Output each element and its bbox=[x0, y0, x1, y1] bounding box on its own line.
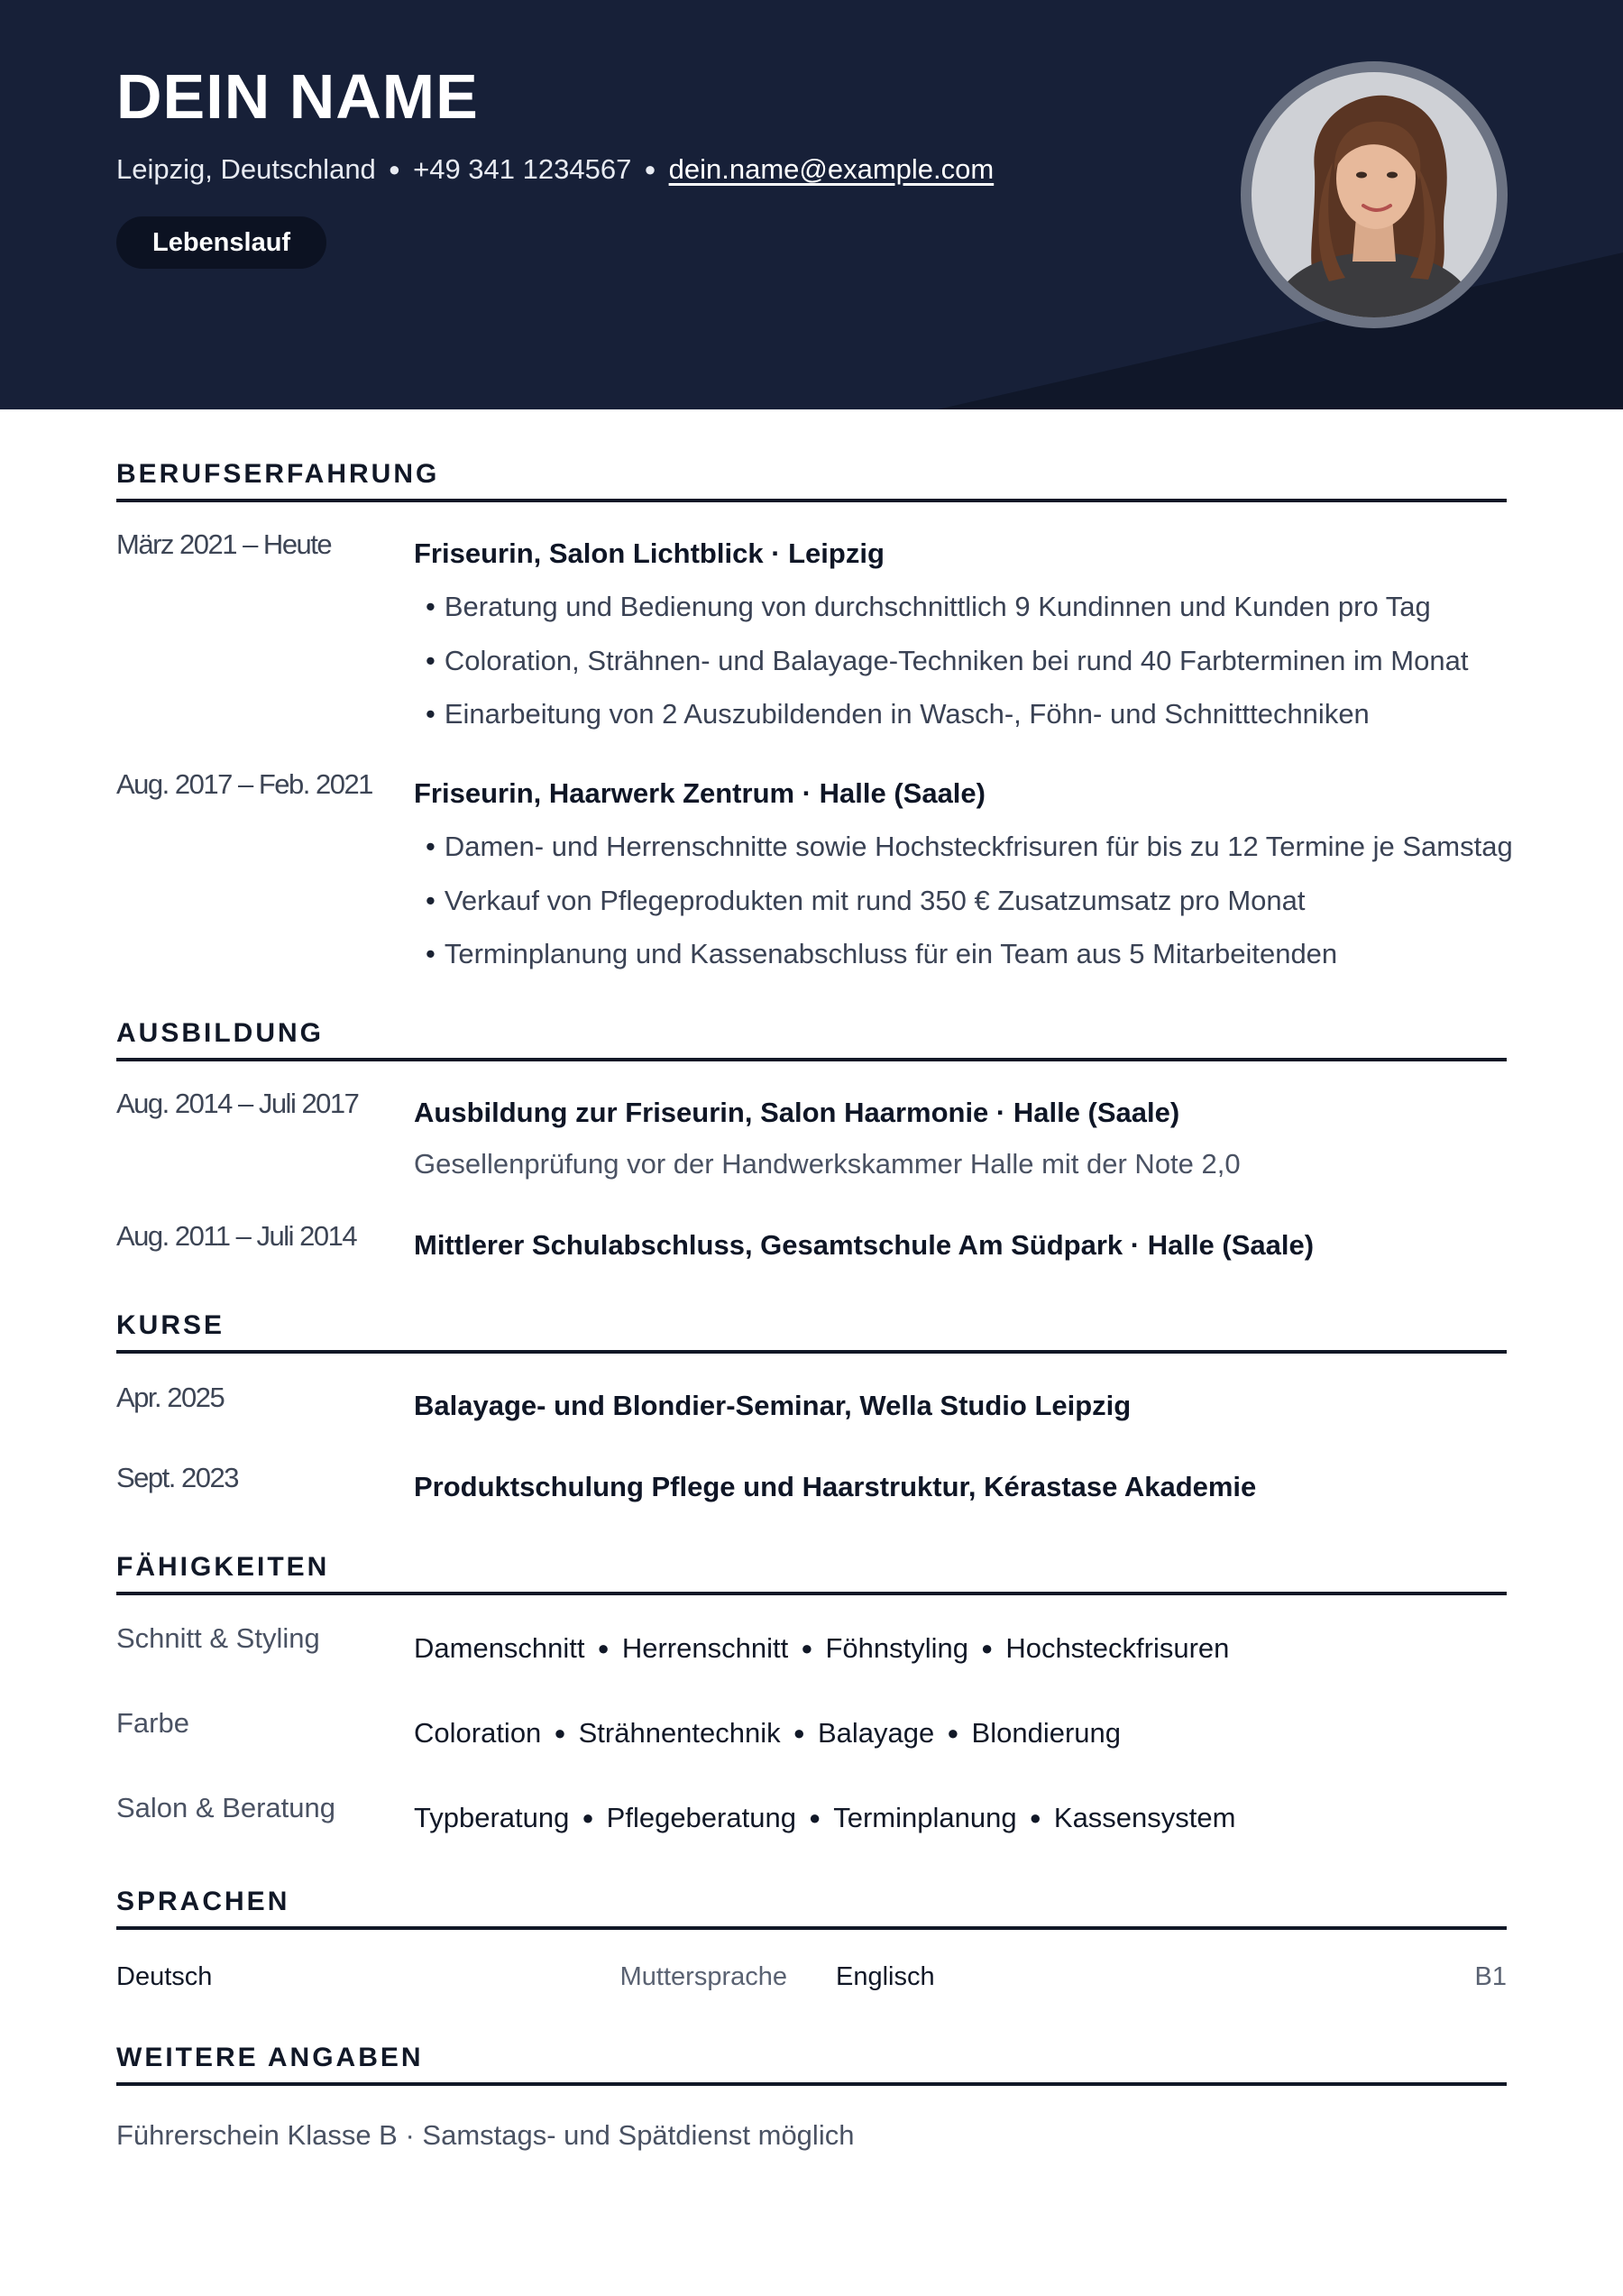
separator-dot: ● bbox=[388, 158, 401, 180]
email-link[interactable]: dein.name@example.com bbox=[668, 153, 995, 185]
profile-photo bbox=[1252, 72, 1497, 317]
experience-bullet: • Terminplanung und Kassenabschluss für ein Team aus 5 Mitarbeitenden bbox=[426, 938, 1337, 970]
language-name: Deutsch bbox=[116, 1962, 213, 1991]
experience-bullet: • Verkauf von Pflegeprodukten mit rund 350 € Zusatzumsatz pro Monat bbox=[426, 885, 1306, 917]
experience-title: Friseurin, Salon Lichtblick · Leipzig bbox=[414, 537, 885, 569]
section-divider bbox=[116, 2082, 1507, 2086]
experience-bullet: • Coloration, Strähnen- und Balayage-Techniken bei rund 40 Farbterminen im Monat bbox=[426, 645, 1468, 677]
course-date: Apr. 2025 bbox=[116, 1382, 225, 1413]
education-title: Ausbildung zur Friseurin, Salon Haarmonie · Halle (Saale) bbox=[414, 1097, 1180, 1128]
education-title: Mittlerer Schulabschluss, Gesamtschule Am Südpark · Halle (Saale) bbox=[414, 1229, 1315, 1261]
education-detail: Gesellenprüfung vor der Handwerkskammer Halle mit der Note 2,0 bbox=[414, 1148, 1241, 1180]
skill-item: Balayage bbox=[817, 1717, 935, 1749]
section-divider bbox=[116, 499, 1507, 502]
skill-item: Hochsteckfrisuren bbox=[1005, 1632, 1230, 1664]
separator-dot: ● bbox=[801, 1637, 813, 1659]
experience-date: Aug. 2017 – Feb. 2021 bbox=[116, 768, 372, 800]
skill-category: Schnitt & Styling bbox=[116, 1622, 320, 1654]
skill-item: Blondierung bbox=[971, 1717, 1121, 1749]
section-divider bbox=[116, 1350, 1507, 1354]
separator-dot: ● bbox=[582, 1806, 594, 1829]
document-badge: Lebenslauf bbox=[116, 216, 326, 269]
language-name: Englisch bbox=[836, 1962, 935, 1991]
separator-dot: ● bbox=[644, 158, 656, 180]
skill-item: Damenschnitt bbox=[414, 1632, 585, 1664]
separator-dot: ● bbox=[597, 1637, 610, 1659]
skill-category: Salon & Beratung bbox=[116, 1792, 336, 1823]
section-title-more: WEITERE ANGABEN bbox=[116, 2043, 424, 2072]
experience-date: März 2021 – Heute bbox=[116, 528, 332, 560]
section-title-education: AUSBILDUNG bbox=[116, 1018, 324, 1048]
separator-dot: ● bbox=[554, 1722, 566, 1744]
profile-photo-frame bbox=[1241, 61, 1508, 328]
portrait-illustration bbox=[1252, 72, 1497, 317]
skill-item: Typberatung bbox=[414, 1802, 570, 1833]
skill-list bbox=[414, 1717, 1121, 1750]
course-title: Produktschulung Pflege und Haarstruktur, Kérastase Akademie bbox=[414, 1471, 1257, 1502]
separator-dot: ● bbox=[981, 1637, 994, 1659]
skill-item: Strähnentechnik bbox=[578, 1717, 781, 1749]
skill-list bbox=[414, 1632, 1229, 1665]
experience-bullet: • Einarbeitung von 2 Auszubildenden in Wasch-, Föhn- und Schnitttechniken bbox=[426, 698, 1370, 730]
skill-item: Föhnstyling bbox=[825, 1632, 969, 1664]
additional-info: Führerschein Klasse B · Samstags- und Spätdienst möglich bbox=[116, 2119, 855, 2151]
separator-dot: ● bbox=[1029, 1806, 1041, 1829]
section-divider bbox=[116, 1926, 1507, 1930]
experience-bullet: • Damen- und Herrenschnitte sowie Hochsteckfrisuren für bis zu 12 Termine je Samstag bbox=[426, 831, 1513, 863]
skill-item: Herrenschnitt bbox=[621, 1632, 789, 1664]
section-title-languages: SPRACHEN bbox=[116, 1887, 290, 1916]
language-level: B1 bbox=[1474, 1962, 1507, 1991]
section-title-skills: FÄHIGKEITEN bbox=[116, 1552, 330, 1582]
header bbox=[0, 0, 1623, 409]
phone: +49 341 1234567 bbox=[413, 153, 632, 185]
section-divider bbox=[116, 1058, 1507, 1061]
separator-dot: ● bbox=[808, 1806, 821, 1829]
experience-title: Friseurin, Haarwerk Zentrum · Halle (Saale) bbox=[414, 777, 986, 809]
skill-item: Pflegeberatung bbox=[606, 1802, 796, 1833]
section-divider bbox=[116, 1592, 1507, 1595]
skill-item: Terminplanung bbox=[833, 1802, 1017, 1833]
contact-line bbox=[116, 152, 994, 188]
person-name: DEIN NAME bbox=[116, 61, 479, 132]
education-date: Aug. 2014 – Juli 2017 bbox=[116, 1088, 359, 1119]
location: Leipzig, Deutschland bbox=[116, 153, 376, 185]
language-level: Muttersprache bbox=[619, 1962, 787, 1991]
skill-item: Coloration bbox=[414, 1717, 542, 1749]
education-date: Aug. 2011 – Juli 2014 bbox=[116, 1220, 357, 1252]
skill-category: Farbe bbox=[116, 1707, 189, 1739]
section-title-experience: BERUFSERFAHRUNG bbox=[116, 459, 440, 489]
experience-bullet: • Beratung und Bedienung von durchschnittlich 9 Kundinnen und Kunden pro Tag bbox=[426, 591, 1431, 623]
skill-item: Kassensystem bbox=[1053, 1802, 1236, 1833]
separator-dot: ● bbox=[793, 1722, 805, 1744]
skill-list bbox=[414, 1802, 1235, 1834]
separator-dot: ● bbox=[947, 1722, 959, 1744]
course-date: Sept. 2023 bbox=[116, 1462, 238, 1493]
section-title-courses: KURSE bbox=[116, 1310, 225, 1340]
course-title: Balayage- und Blondier-Seminar, Wella Studio Leipzig bbox=[414, 1390, 1132, 1421]
